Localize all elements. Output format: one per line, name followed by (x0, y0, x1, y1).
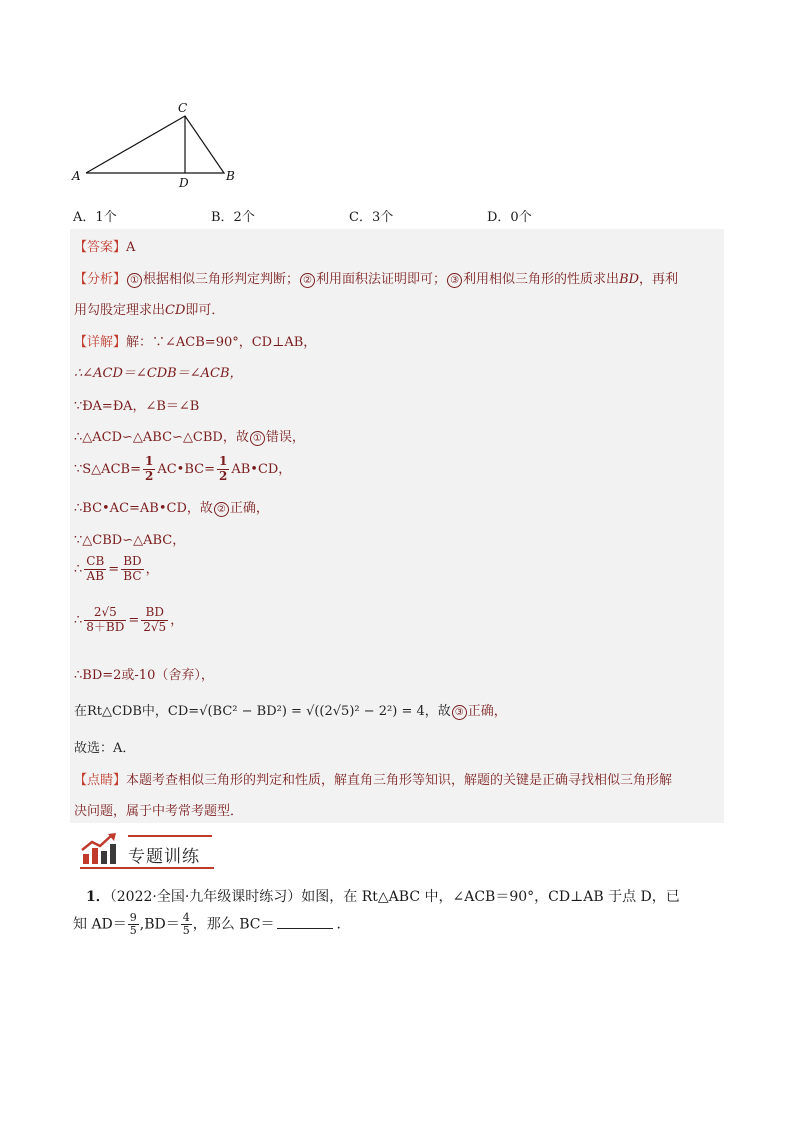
detail-l4a: ∴△ACD∽△ABC∽△CBD，故 (74, 430, 249, 445)
circled-3: ③ (447, 273, 462, 288)
section-rule-top (128, 835, 212, 837)
analysis-part1: 根据相似三角形判定判断； (143, 272, 300, 287)
detail-line-1 (74, 331, 316, 350)
detail-line-2: ∴∠ACD＝∠CDB＝∠ACB， (74, 366, 243, 381)
detail-line-5 (74, 455, 291, 484)
detail-line-7: ∵△CBD∽△ABC， (74, 533, 186, 548)
option-b[interactable]: B．2个 (211, 210, 255, 225)
answer-blank[interactable] (277, 928, 333, 929)
detail-line-10: ∴BD=2或-10（舍弃）， (74, 668, 214, 683)
detail-line-12: 故选：A． (74, 741, 136, 756)
section-header (80, 830, 220, 874)
bar-chart-icon (80, 832, 120, 868)
detail-l6b: 正确， (229, 501, 269, 516)
fraction-bd-2root5: $\frac{BD}{2√5}$ (143, 605, 167, 634)
section-rule-bottom (80, 867, 214, 869)
option-d[interactable]: D．0个 (487, 210, 532, 225)
analysis-line2a: 用勾股定理求出 (74, 303, 166, 318)
analysis-bd: BD (619, 272, 640, 287)
triangle-figure (66, 100, 246, 192)
detail-l5a: ∵S△ACB= (74, 461, 141, 477)
label-a: A (72, 169, 81, 183)
question-1-end: ． (336, 916, 351, 933)
question-1-line-1 (86, 886, 680, 906)
analysis-cd: CD (165, 303, 186, 318)
analysis-part2: 利用面积法证明即可； (316, 272, 447, 287)
question-number: 1． (86, 889, 110, 905)
analysis-line-1 (74, 268, 678, 288)
analysis-line2b: 即可． (185, 303, 225, 318)
detail-line-6 (74, 497, 269, 517)
circled-1: ① (127, 273, 142, 288)
answer-line (74, 236, 135, 255)
detail-l5b: AC•BC= (157, 461, 215, 477)
analysis-part4: ，再利 (639, 272, 679, 287)
fraction-4-5: $\frac{4}{5}$ (182, 911, 190, 938)
detail-l11b: 正确， (467, 704, 507, 719)
fraction-2root5: $\frac{2√5}{8+BD}$ (86, 605, 125, 634)
answer-tag: 【答案】 (74, 240, 127, 255)
circled-2-detail: ② (214, 502, 229, 517)
fraction-bd-bc: $\frac{BD}{BC}$ (123, 554, 142, 583)
label-c: C (178, 101, 188, 115)
detail-l11a: 在Rt△CDB中，CD=√(BC² − BD²) = √((2√5)² − 2²) = 4，故 (74, 704, 451, 719)
section-title: 专题训练 (128, 847, 200, 867)
analysis-tag: 【分析】 (74, 272, 127, 287)
question-1-bd: ,BD＝ (139, 916, 180, 933)
fraction-half-1: $\frac{1}{2}$ (144, 454, 154, 483)
option-c[interactable]: C．3个 (349, 210, 394, 225)
solution-panel (70, 229, 724, 823)
analysis-part3: 利用相似三角形的性质求出 (463, 272, 620, 287)
label-b: B (226, 169, 235, 183)
comment-line-2: 决问题，属于中考常考题型． (74, 804, 244, 819)
fraction-cb-ab: $\frac{CB}{AB}$ (86, 554, 105, 583)
circled-1-detail: ① (250, 431, 265, 446)
detail-l4b: 错误， (265, 430, 305, 445)
fraction-half-2: $\frac{1}{2}$ (218, 454, 228, 483)
answer-value: A (126, 240, 136, 255)
comment-text-1: 本题考查相似三角形的判定和性质，解直角三角形等知识，解题的关键是正确寻找相似三角形解 (126, 773, 673, 788)
detail-line-4 (74, 426, 305, 446)
question-1-line-2 (73, 912, 350, 937)
answer-options (73, 206, 733, 224)
detail-tag: 【详解】 (74, 335, 127, 350)
question-1-text: （2022·全国·九年级课时练习）如图，在 Rt△ABC 中，∠ACB＝90°，CD⊥AB 于点 D，已 (109, 889, 680, 905)
fraction-9-5: $\frac{9}{5}$ (129, 911, 137, 938)
label-d: D (179, 176, 189, 190)
question-1-ad: 知 AD＝ (73, 916, 127, 933)
detail-line-11 (74, 700, 507, 720)
detail-line-9: ∴ $\frac{2√5}{8+BD}$ = $\frac{BD}{2√5}$ ， (74, 605, 184, 634)
analysis-line-2 (74, 299, 224, 318)
comment-line-1 (74, 769, 672, 788)
circled-3-detail: ③ (452, 705, 467, 720)
question-1-bc: ，那么 BC＝ (192, 916, 275, 933)
option-a[interactable]: A．1个 (73, 210, 117, 225)
detail-l6a: ∴BC•AC=AB•CD，故 (74, 501, 213, 516)
circled-2: ② (300, 273, 315, 288)
detail-line-3: ∵ÐA=ÐA，∠B＝∠B (74, 399, 200, 414)
detail-l1: 解：∵∠ACB=90°，CD⊥AB， (126, 335, 317, 350)
triangle-abc (86, 116, 224, 173)
detail-l5c: AB•CD， (231, 461, 292, 477)
comment-tag: 【点睛】 (74, 773, 127, 788)
detail-line-8: ∴ $\frac{CB}{AB}$ = $\frac{BD}{BC}$ ， (74, 554, 159, 583)
